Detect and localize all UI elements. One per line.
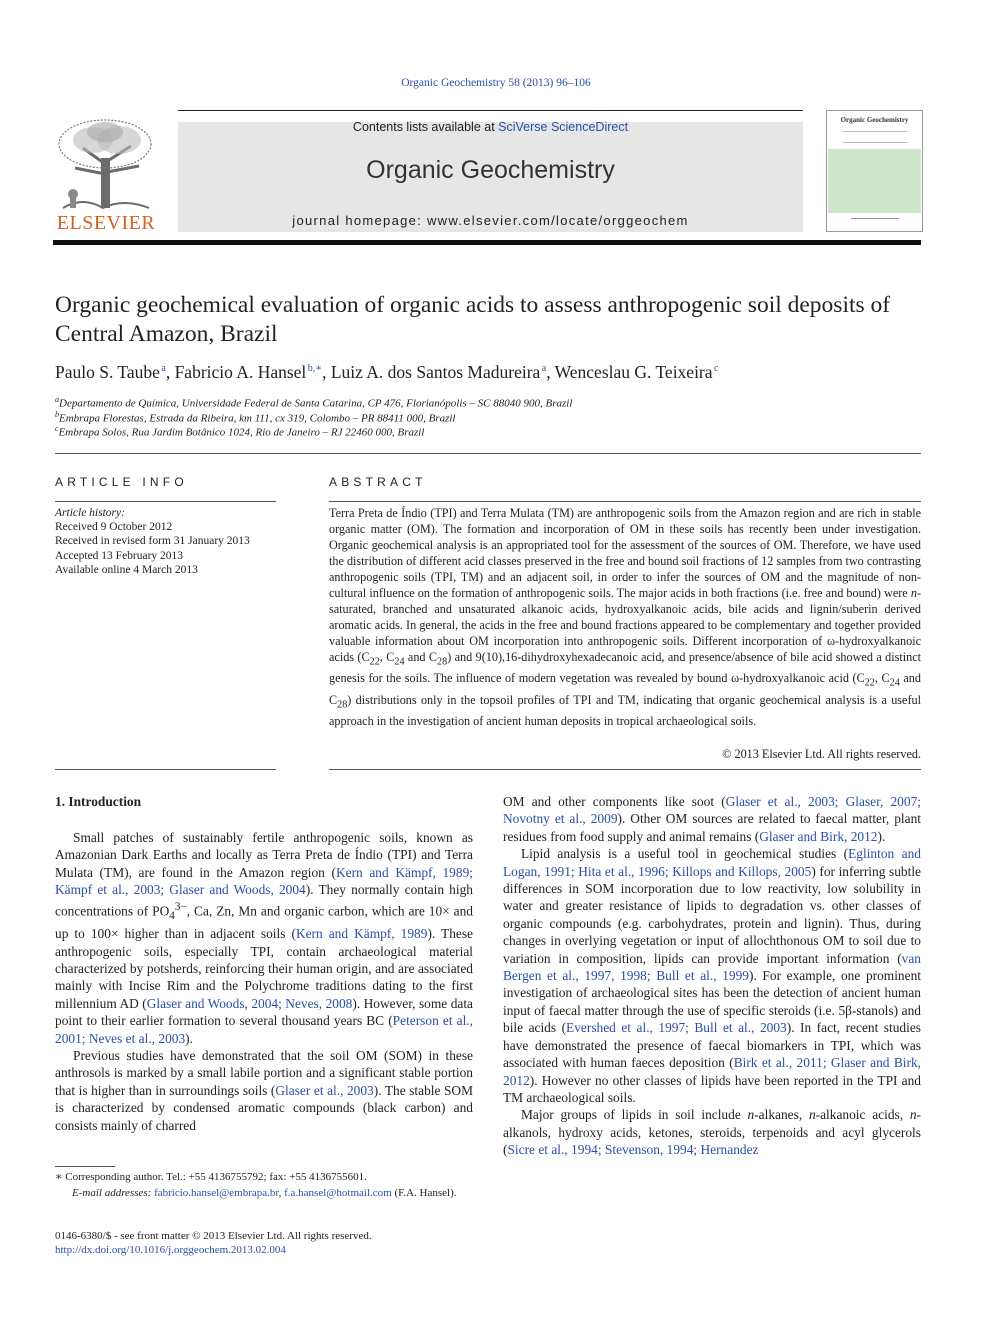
email-note: E-mail addresses: fabricio.hansel@embrapa.br, f.a.hansel@hotmail.com (F.A. Hansel). xyxy=(72,1187,457,1199)
affiliation-mark: a xyxy=(55,395,59,404)
paragraph: Major groups of lipids in soil include n-alkanes, n-alkanoic acids, n-alkanols, hydroxy acids, ketones, steroids, terpenoids and acyl glycerols (Sicre et al., 1994; Stevenson, 1994; Hernandez xyxy=(503,1107,921,1158)
citation-link[interactable]: Kern and Kämpf, 1989; Kämpf et al., 2003; Glaser and Woods, 2004 xyxy=(55,864,473,898)
author-list: Paulo S. Taube $^a$, Fabricio A. Hansel $^{b,∗}$, Luiz A. dos Santos Madureira $^a$, Wenceslau G. Teixeira $^c$ xyxy=(55,362,719,382)
journal-name: Organic Geochemistry xyxy=(366,156,615,184)
citation-link[interactable]: Peterson et al., 2001; Neves et al., 2003 xyxy=(55,1013,473,1046)
tree-icon xyxy=(53,118,157,212)
cover-green-panel xyxy=(828,149,921,213)
cover-publisher-logo xyxy=(851,218,899,227)
header-top-rule xyxy=(178,110,803,111)
divider xyxy=(329,769,921,770)
body-column-left xyxy=(55,829,473,1134)
history-item: Available online 4 March 2013 xyxy=(55,564,198,576)
article-title: Organic geochemical evaluation of organic acids to assess anthropogenic soil deposits of Central Amazon, Brazil xyxy=(55,292,891,347)
citation-link[interactable]: Kern and Kämpf, 1989 xyxy=(295,926,428,942)
author-affil-mark[interactable]: a xyxy=(541,363,547,375)
affiliation xyxy=(55,424,921,439)
section-heading: 1. Introduction xyxy=(55,794,142,809)
affiliation-text: Embrapa Florestas, Estrada da Ribeira, km 111, cx 319, Colombo – PR 88411 000, Brazil xyxy=(59,412,456,425)
email-owner: (F.A. Hansel). xyxy=(394,1187,457,1199)
journal-reference[interactable]: Organic Geochemistry 58 (2013) 96–106 xyxy=(401,77,591,89)
citation-link[interactable]: Glaser and Woods, 2004; Neves, 2008 xyxy=(146,995,353,1011)
citation-link[interactable]: Evershed et al., 1997; Bull et al., 2003 xyxy=(566,1020,787,1036)
journal-cover-thumbnail[interactable] xyxy=(826,110,923,232)
footnote-rule xyxy=(55,1166,115,1167)
affiliation-mark: c xyxy=(55,424,59,433)
affiliation xyxy=(55,395,921,410)
author-name: Paulo S. Taube xyxy=(55,362,160,382)
history-item: Received in revised form 31 January 2013 xyxy=(55,535,250,547)
author-name: Fabricio A. Hansel xyxy=(174,362,307,382)
citation-link[interactable]: Eglinton and Logan, 1991; Hita et al., 1996; Killops and Killops, 2005 xyxy=(503,846,921,879)
author-name: Wenceslau G. Teixeira xyxy=(554,362,713,382)
body-column-right xyxy=(503,793,921,1159)
paragraph: OM and other components like soot (Glaser et al., 2003; Glaser, 2007; Novotny et al., 2009). Other OM sources are related to faecal matter, plant residues from food supply and animal remains (Glaser and Birk, 2012). xyxy=(503,794,921,844)
citation-link[interactable]: van Bergen et al., 1997, 1998; Bull et al., 1999 xyxy=(503,950,921,984)
email-label: E-mail addresses: xyxy=(72,1187,152,1199)
author-affil-mark[interactable]: b,∗ xyxy=(307,363,323,375)
elsevier-wordmark: ELSEVIER xyxy=(56,212,156,234)
article-info-heading: ARTICLE INFO xyxy=(55,475,188,489)
citation-link[interactable]: Glaser and Birk, 2012 xyxy=(759,828,878,844)
abstract-text: Terra Preta de Índio (TPI) and Terra Mulata (TM) are anthropogenic soils from the Amazon region and are rich in stable organic matter (OM). The formation and incorporation of OM in these soils has recently been under investigation. Organic geochemical analysis is an appropriated tool for the assessment of the sources of OM. Therefore, we have used the distribution of different acid classes preserved in the free and bound soil fractions of 12 samples from two contrasting anthropogenic soils (TPI, TM) and an adjacent soil, in order to infer the sources of OM and the magnitude of non-cultural influence on the formation of anthropogenic soils. The major acids in both fractions (i.e. free and bound) were n-saturated, branched and unsaturated alkanoic acids, hydroxyalkanoic acids, bile acids and lignin/suberin derived aromatic acids. In general, the acids in the free and bound fractions appeared to be complementary and together provided valuable information about OM incorporation into anthropogenic soils. Different incorporation of ω-hydroxyalkanoic acids ($C_{22}$, $C_{24}$ and $C_{28}$) and 9(10),16-dihydroxyhexadecanoic acid, and presence/absence of bile acid showed a distinct genesis for the soils. The influence of modern vegetation was revealed by bound ω-hydroxyalkanoic acid ($C_{22}$, $C_{24}$ and $C_{28}$) distributions only in the topsoil profiles of TPI and TM, indicating that organic geochemical analysis is a useful approach in the investigation of ancient human deposits in tropical archaeological soils. xyxy=(329,506,921,729)
citation-link[interactable]: Glaser et al., 2003; Glaser, 2007; Novotny et al., 2009 xyxy=(503,794,921,827)
contents-prefix: Contents lists available at xyxy=(352,120,499,134)
affiliation-text: Departamento de Química, Universidade Federal de Santa Catarina, CP 476, Florianópolis – SC 88040 900, Brazil xyxy=(59,397,573,410)
email-link[interactable]: fabricio.hansel@embrapa.br xyxy=(154,1187,279,1199)
affiliation xyxy=(55,410,921,425)
copyright-notice: © 2013 Elsevier Ltd. All rights reserved. xyxy=(722,747,921,761)
issn-line: 0146-6380/$ - see front matter © 2013 Elsevier Ltd. All rights reserved. xyxy=(55,1230,372,1242)
divider xyxy=(55,769,276,770)
doi-link[interactable]: http://dx.doi.org/10.1016/j.orggeochem.2013.02.004 xyxy=(55,1244,286,1256)
history-item: Accepted 13 February 2013 xyxy=(55,550,184,562)
email-link[interactable]: f.a.hansel@hotmail.com xyxy=(284,1187,392,1199)
journal-homepage[interactable]: journal homepage: www.elsevier.com/locate/orggeochem xyxy=(292,213,689,228)
author-affil-mark[interactable]: c xyxy=(714,363,719,375)
divider xyxy=(55,453,921,454)
paragraph: Small patches of sustainably fertile anthropogenic soils, known as Amazonian Dark Earths and locally as Terra Preta de Índio (TPI) and Terra Mulata (TM), are found in the Amazon region (Kern and Kämpf, 1989; Kämpf et al., 2003; Glaser and Woods, 2004). They normally contain high concentrations of $PO_4^{3-}$, Ca, Zn, Mn and organic carbon, which are 10× and up to 100× higher than in adjacent soils (Kern and Kämpf, 1989). These anthropogenic soils, especially TPI, contain archaeological material characterized by potsherds, reinforcing their human origin, and are associated mainly with Incise Rim and the Polychrome traditions dating to the first millennium AD (Glaser and Woods, 2004; Neves, 2008). However, some data point to their earlier formation to several thousand years BC (Peterson et al., 2001; Neves et al., 2003). xyxy=(55,830,473,1046)
affiliation-text: Embrapa Solos, Rua Jardim Botânico 1024, Rio de Janeiro – RJ 22460 000, Brazil xyxy=(58,426,425,439)
history-item: Received 9 October 2012 xyxy=(55,521,173,533)
corresponding-author-note: ∗ Corresponding author. Tel.: +55 4136755792; fax: +55 4136755601. xyxy=(55,1171,367,1183)
paragraph: Lipid analysis is a useful tool in geochemical studies (Eglinton and Logan, 1991; Hita et al., 1996; Killops and Killops, 2005) for inferring subtle differences in SOM incorporation due to low reactivity, low solubility in water and greater resistance of lipids to degradation vs. other classes of organic compounds (e.g. carbohydrates, protein and lignin). Thus, during changes in overlying vegetation or input of allochthonous OM to soil due to variation in composition, lipids can provide important information (van Bergen et al., 1997, 1998; Bull et al., 1999). For example, one prominent investigation of archaeological sites has been the detection of ancient human input of faecal matter through the use of specific steroids (i.e. 5β-stanols) and bile acids (Evershed et al., 1997; Bull et al., 2003). In fact, recent studies have demonstrated the presence of faecal biomarkers in TPI, which was associated with human faeces deposition (Birk et al., 2011; Glaser and Birk, 2012). However no other classes of lipids have been reported in the TPI and TM archaeological soils. xyxy=(503,846,922,1105)
divider xyxy=(329,501,921,502)
citation-link[interactable]: Sicre et al., 1994; Stevenson, 1994; Hernandez xyxy=(507,1142,759,1158)
header-thick-rule xyxy=(53,240,921,245)
sciencedirect-link[interactable]: SciVerse ScienceDirect xyxy=(498,120,629,134)
contents-line xyxy=(178,120,803,134)
author-name: Luiz A. dos Santos Madureira xyxy=(330,362,541,382)
citation-link[interactable]: Birk et al., 2011; Glaser and Birk, 2012 xyxy=(503,1055,922,1088)
cover-title: Organic Geochemistry xyxy=(840,116,909,124)
citation-link[interactable]: Glaser et al., 2003 xyxy=(275,1082,374,1098)
affiliation-mark: b xyxy=(55,410,59,419)
author-affil-mark[interactable]: a xyxy=(161,363,166,375)
article-history-label: Article history: xyxy=(55,507,125,519)
abstract-heading: ABSTRACT xyxy=(329,475,427,489)
divider xyxy=(55,501,276,502)
cover-text-lines xyxy=(843,131,907,143)
paragraph: Previous studies have demonstrated that the soil OM (SOM) in these anthrosols is marked by a small labile portion and a significant stable portion that is higher than in surroundings soils (Glaser et al., 2003). The stable SOM is characterized by condensed aromatic compounds (black carbon) and consists mainly of charred xyxy=(55,1048,473,1133)
